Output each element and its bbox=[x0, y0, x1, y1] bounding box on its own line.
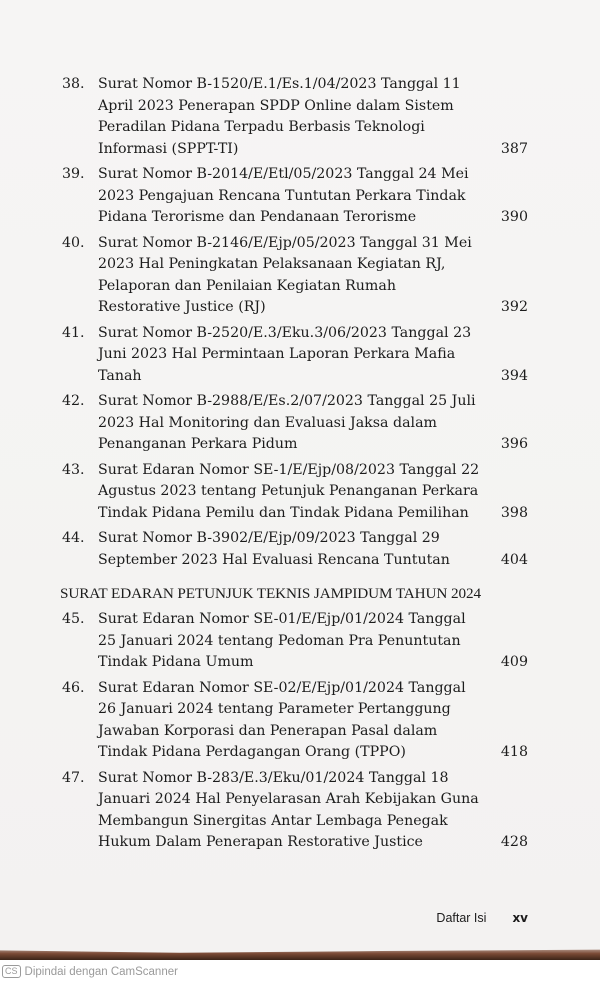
entry-number: 47. bbox=[62, 769, 85, 786]
entry-number: 45. bbox=[62, 611, 85, 627]
entry-title: Surat Edaran Nomor SE-1/E/Ejp/08/2023 Tanggal 22 Agustus 2023 tentang Petunjuk Penanganan Perkara Tindak Pidana Pemilu dan Tindak Pidana Pemilihan bbox=[98, 461, 480, 521]
toc-entry bbox=[62, 164, 532, 229]
page-edge bbox=[0, 944, 600, 960]
entry-page-number: 428 bbox=[500, 834, 528, 850]
entry-title: Surat Nomor B-2988/E/Es.2/07/2023 Tanggal 25 Juli 2023 Hal Monitoring dan Evaluasi Jaksa dalam Penanganan Perkara Pidum bbox=[98, 393, 476, 452]
toc-entry bbox=[62, 528, 532, 571]
entry-title: Surat Edaran Nomor SE-02/E/Ejp/01/2024 Tanggal 26 Januari 2024 tentang Parameter Pertanggung Jawaban Korporasi dan Penerapan Pasal dalam Tindak Pidana Perdagangan Orang (TPPO) bbox=[98, 679, 466, 760]
entry-page-number: 390 bbox=[500, 209, 528, 225]
scanner-text: Dipindai dengan CamScanner bbox=[24, 965, 178, 978]
entry-number: 40. bbox=[62, 234, 85, 251]
entry-page-number: 396 bbox=[500, 436, 528, 452]
page-footer bbox=[436, 911, 528, 925]
entry-page-number: 398 bbox=[500, 504, 528, 521]
entry-page-number: 387 bbox=[500, 140, 528, 157]
scanner-watermark bbox=[2, 965, 178, 978]
entry-number: 39. bbox=[62, 166, 85, 182]
toc-entry bbox=[62, 460, 532, 525]
entry-title: Surat Nomor B-283/E.3/Eku/01/2024 Tanggal 18 Januari 2024 Hal Penyelarasan Arah Kebijakan Guna Membangun Sinergitas Antar Lembaga Penegak Hukum Dalam Penerapan Restorative Justice bbox=[98, 769, 479, 850]
footer-page-number: xv bbox=[512, 911, 528, 925]
entry-number: 46. bbox=[62, 679, 85, 696]
entry-title: Surat Edaran Nomor SE-01/E/Ejp/01/2024 Tanggal 25 Januari 2024 tentang Pedoman Pra Penuntutan Tindak Pidana Umum bbox=[98, 611, 466, 670]
entry-number: 38. bbox=[62, 76, 85, 92]
camscanner-logo-icon: CS bbox=[2, 965, 21, 978]
toc-entry bbox=[62, 678, 532, 764]
toc-list-2023 bbox=[62, 74, 532, 571]
entry-title: Surat Nomor B-2014/E/Etl/05/2023 Tanggal 24 Mei 2023 Pengajuan Rencana Tuntutan Perkara Tindak Pidana Terorisme dan Pendanaan Terorisme bbox=[98, 166, 469, 225]
entry-page-number: 418 bbox=[500, 744, 528, 760]
toc-entry bbox=[62, 323, 532, 388]
entry-page-number: 392 bbox=[500, 299, 528, 315]
entry-number: 42. bbox=[62, 393, 85, 409]
entry-page-number: 404 bbox=[500, 551, 528, 568]
footer-label: Daftar Isi bbox=[436, 911, 487, 925]
entry-title: Surat Nomor B-1520/E.1/Es.1/04/2023 Tanggal 11 April 2023 Penerapan SPDP Online dalam Sistem Peradilan Pidana Terpadu Berbasis Teknologi Informasi (SPPT-TI) bbox=[98, 76, 461, 157]
entry-number: 41. bbox=[62, 324, 85, 341]
entry-title: Surat Nomor B-3902/E/Ejp/09/2023 Tanggal 29 September 2023 Hal Evaluasi Rencana Tuntutan bbox=[98, 530, 450, 568]
toc-entry bbox=[62, 74, 532, 160]
entry-page-number: 409 bbox=[500, 654, 528, 670]
toc-entry bbox=[62, 233, 532, 319]
toc-list-2024 bbox=[62, 609, 532, 854]
section-title: SURAT EDARAN PETUNJUK TEKNIS JAMPIDUM TAHUN 2024 bbox=[60, 585, 481, 602]
entry-number: 43. bbox=[62, 461, 85, 478]
entry-title: Surat Nomor B-2146/E/Ejp/05/2023 Tanggal 31 Mei 2023 Hal Peningkatan Pelaksanaan Kegiatan RJ, Pelaporan dan Penilaian Kegiatan Rumah Restorative Justice (RJ) bbox=[98, 234, 472, 315]
toc-entry bbox=[62, 768, 532, 854]
entry-page-number: 394 bbox=[500, 367, 528, 384]
table-of-contents bbox=[62, 74, 532, 858]
entry-number: 44. bbox=[62, 530, 85, 546]
entry-title: Surat Nomor B-2520/E.3/Eku.3/06/2023 Tanggal 23 Juni 2023 Hal Permintaan Laporan Perkara Mafia Tanah bbox=[98, 324, 472, 384]
toc-entry bbox=[62, 609, 532, 674]
toc-entry bbox=[62, 391, 532, 456]
